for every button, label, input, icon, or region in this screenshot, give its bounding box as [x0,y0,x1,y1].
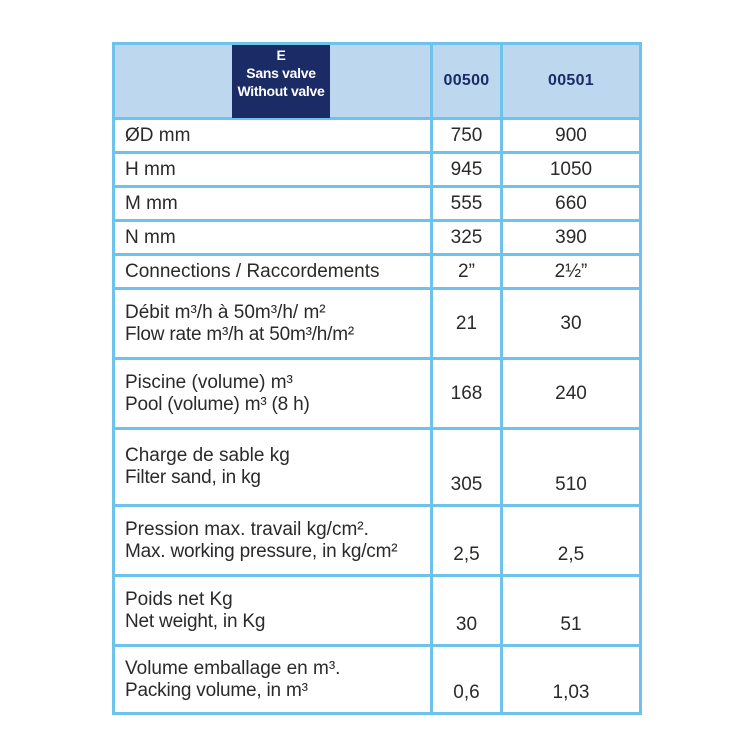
model-code-00501: 00501 [502,44,641,119]
row-value-00501: 1050 [502,153,641,187]
row-value-00500: 168 [432,359,502,429]
row-label [114,429,432,506]
row-label-en: Packing volume, in m³ [125,679,308,701]
row-value-00500: 2,5 [432,506,502,576]
spec-table [112,42,642,715]
row-value-00501: 660 [502,187,641,221]
row-label-fr: Poids net Kg [125,588,233,610]
row-label [114,359,432,429]
table-row [114,221,641,255]
row-value-00500: 2” [432,255,502,289]
row-label-fr: Volume emballage en m³. [125,657,341,679]
row-label [114,646,432,714]
row-value-00500: 750 [432,119,502,153]
row-value-00500: 30 [432,576,502,646]
table-row [114,506,641,576]
header-corner-cell [114,44,432,119]
row-label: M mm [114,187,432,221]
row-label [114,576,432,646]
table-row [114,289,641,359]
header-row [114,44,641,119]
model-label-box [232,45,330,118]
variant-fr: Sans valve [246,65,316,81]
table-row [114,119,641,153]
row-value-00501: 2½” [502,255,641,289]
row-label [114,506,432,576]
row-value-00501: 30 [502,289,641,359]
row-value-00501: 1,03 [502,646,641,714]
row-label: N mm [114,221,432,255]
row-value-00500: 21 [432,289,502,359]
row-label-en: Max. working pressure, in kg/cm² [125,540,398,562]
table-row [114,187,641,221]
model-letter: E [276,47,286,63]
row-value-00500: 325 [432,221,502,255]
row-label-en: Pool (volume) m³ (8 h) [125,393,310,415]
row-label-en: Net weight, in Kg [125,610,266,632]
table-row [114,576,641,646]
row-label: Connections / Raccordements [114,255,432,289]
row-value-00500: 0,6 [432,646,502,714]
row-value-00501: 51 [502,576,641,646]
table-row [114,359,641,429]
table-row [114,255,641,289]
row-value-00501: 510 [502,429,641,506]
variant-en: Without valve [237,83,325,99]
row-label [114,289,432,359]
row-label: ØD mm [114,119,432,153]
row-label-en: Filter sand, in kg [125,467,261,488]
row-label-fr: Piscine (volume) m³ [125,371,293,393]
table-row [114,646,641,714]
row-label-en: Flow rate m³/h at 50m³/h/m² [125,323,354,345]
row-label-fr: Pression max. travail kg/cm². [125,518,369,540]
row-value-00501: 900 [502,119,641,153]
row-label-fr: Débit m³/h à 50m³/h/ m² [125,301,326,323]
row-value-00500: 305 [432,429,502,506]
row-value-00500: 945 [432,153,502,187]
row-value-00501: 390 [502,221,641,255]
model-code-00500: 00500 [432,44,502,119]
row-label: H mm [114,153,432,187]
row-value-00500: 555 [432,187,502,221]
row-value-00501: 240 [502,359,641,429]
row-value-00501: 2,5 [502,506,641,576]
table-row [114,153,641,187]
row-label-fr: Charge de sable kg [125,445,290,466]
table-row [114,429,641,506]
